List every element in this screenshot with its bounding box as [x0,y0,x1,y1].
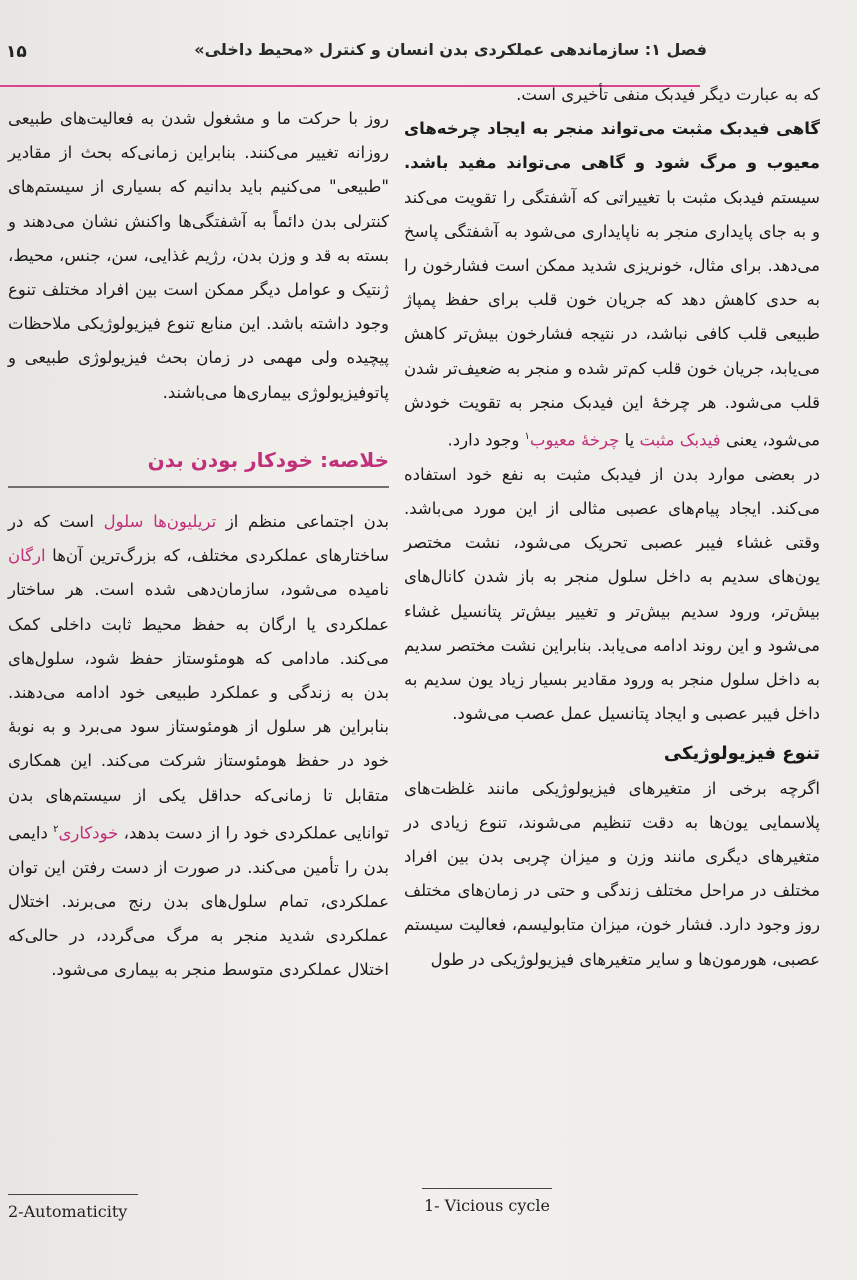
summary-body [8,505,389,987]
paragraph-text: دایمی بدن را تأمین می‌کند. در صورت از دست رفتن این توان عملکردی، تمام سلول‌های بدن رنج می‌برند. اختلال عملکردی شدید منجر به مرگ می‌گردد، در حالی‌که اختلال عملکردی متوسط منجر به بیماری می‌شود. [8,823,389,980]
summary-heading [8,448,389,484]
paragraph [404,458,820,732]
right-column [404,78,820,977]
paragraph [404,112,820,458]
paragraph-text: در بعضی موارد بدن از فیدبک مثبت به نفع خود استفاده می‌کند. ایجاد پیام‌های عصبی مثالی از این مورد می‌باشد. وقتی غشاء فیبر عصبی تحریک می‌شود، نشت مختصر یون‌های سدیم به داخل سلول منجر به باز شدن کانال‌های بیش‌تر، ورود سدیم بیش‌تر و تغییر بیش‌تر پتانسیل غشاء می‌شود و این روند ادامه می‌یابد. بنابراین نشت مختصر سدیم به داخل سلول منجر به ورود مقادیر بسیار زیاد یون سدیم به داخل فیبر عصبی و ایجاد پتانسیل عمل عصب می‌شود. [404,464,820,724]
paragraph-text: بدن اجتماعی منظم از [216,512,389,531]
chapter-title: فصل ۱: سازماندهی عملکردی بدن انسان و کنترل «محیط داخلی» [194,40,707,59]
paragraph-text: سیستم فیدبک مثبت با تغییراتی که آشفتگی را تقویت می‌کند و به جای پایداری منجر به ناپایداری می‌شود به آشفتگی پاسخ می‌دهد. برای مثال، خونریزی شدید ممکن است فشارخون را به حدی کاهش دهد که جریان خون قلب برای حفظ پمپاژ طبیعی قلب کافی نباشد، در نتیجه فشارخون بیش‌تر کاهش می‌یابد، جریان خون قلب کم‌تر شده و منجر به ضعیف‌تر شدن قلب می‌شود. هر چرخهٔ این فیدبک منجر به تقویت خودش می‌شود، یعنی [404,187,820,450]
paragraph-text: روز با حرکت ما و مشغول شدن به فعالیت‌های طبیعی روزانه تغییر می‌کنند. بنابراین زمانی‌که بحث از مقادیر "طبیعی" می‌کنیم باید بدانیم که بسیاری از سیستم‌های کنترلی بدن دائماً به آشفتگی‌ها واکنش نشان می‌دهند و بسته به قد و وزن بدن، رژیم غذایی، سن، جنس، محیط، ژنتیک و عوامل دیگر ممکن است بین افراد مختلف تنوع وجود داشته باشد. این منابع تنوع فیزیولوژیکی ملاحظات پیچیده ولی مهمی در زمان بحث فیزیولوژی طبیعی و پاتوفیزیولوژی بیماری‌ها می‌باشند. [8,109,389,402]
paragraph-text: وجود دارد. [447,430,525,450]
paragraph [404,78,820,112]
bold-statement: گاهی فیدبک مثبت می‌تواند منجر به ایجاد چرخه‌های معیوب و مرگ شود و گاهی می‌تواند مفید باشد. [404,119,820,173]
summary-divider [8,486,389,488]
footnote-marker: ۱ [524,431,530,443]
term-positive-feedback: فیدبک مثبت [639,430,721,450]
paragraph-text: نامیده می‌شود، سازمان‌دهی شده است. هر ساختار عملکردی یا ارگان به حفظ محیط ثابت داخلی کمک می‌کند. مادامی که هومئوستاز حفظ شود، سلول‌های بدن به زندگی و عملکرد طبیعی خود ادامه می‌دهند. بنابراین هر سلول از هومئوستاز سود می‌برد و به نوبهٔ خود در حفظ هومئوستاز شرکت می‌کند. این همکاری متقابل تا زمانی‌که حداقل یکی از سیستم‌های بدن توانایی عملکردی خود را از دست بدهد، [8,580,390,843]
footnote-divider-right [422,1188,552,1189]
term-automaticity: خودکاری [58,823,119,843]
footnote-vicious-cycle: 1- Vicious cycle [424,1196,550,1215]
paragraph-text: که به عبارت دیگر فیدبک منفی تأخیری است. [516,85,820,104]
term-vicious-cycle: چرخهٔ معیوب [529,430,620,450]
paragraph [8,102,389,410]
page-number: ۱۵ [6,42,27,62]
paragraph-text: اگرچه برخی از متغیرهای فیزیولوژیکی مانند غلظت‌های پلاسمایی یون‌ها به دقت تنظیم می‌شوند، تنوع زیادی در متغیرهای دیگری مانند وزن و میزان چربی بدن بین افراد مختلف در مراحل مختلف زندگی و حتی در زمان‌های مختلف روز وجود دارد. فشار خون، میزان متابولیسم، فعالیت سیستم عصبی، هورمون‌ها و سایر متغیرهای فیزیولوژیکی در طول [404,778,820,969]
paragraph [8,505,389,987]
footnote-marker: ۲ [53,823,59,835]
page-header [0,30,857,70]
paragraph [404,772,820,977]
term-trillions-of-cells: تریلیون‌ها سلول [103,512,217,531]
paragraph-text: است که در ساختارهای عملکردی مختلف، که بزرگ‌ترین آن‌ها [8,512,389,566]
term-organ: ارگان [8,546,46,566]
footnote-automaticity: 2-Automaticity [8,1202,128,1221]
footnote-divider-left [8,1194,138,1195]
paragraph-text: یا [619,430,640,450]
summary-title: خلاصه: خودکار بودن بدن [147,448,389,472]
section-title: تنوع فیزیولوژیکی [663,743,820,765]
left-column [8,102,389,410]
